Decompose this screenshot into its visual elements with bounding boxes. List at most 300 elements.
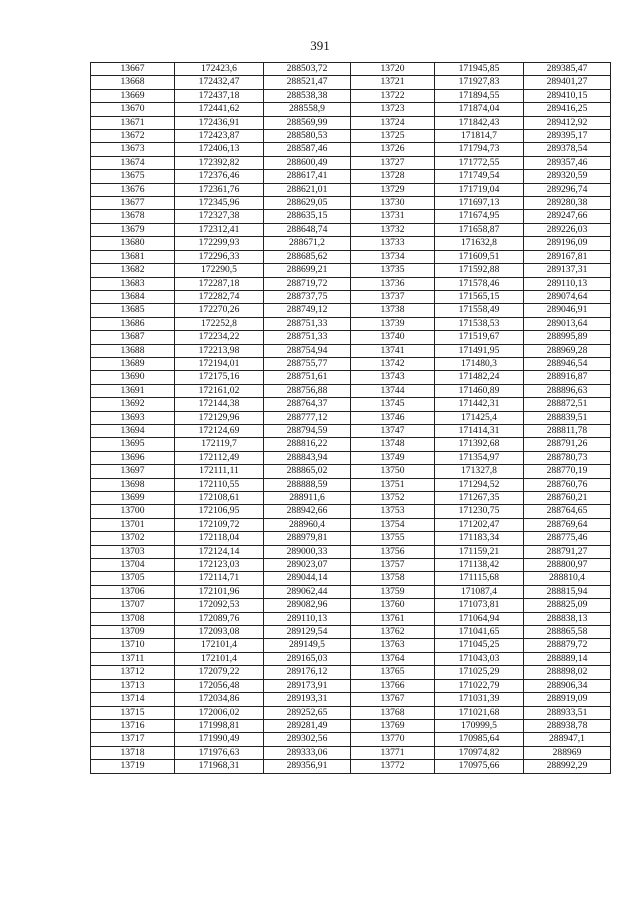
- y-coord-right: 288947,1: [524, 733, 611, 746]
- x-coord-left: 172124,14: [175, 545, 264, 558]
- y-coord-left: 289356,91: [264, 760, 351, 773]
- table-row: [91, 492, 611, 505]
- point-id-left: 13712: [91, 666, 175, 679]
- x-coord-right: 171674,95: [435, 210, 524, 223]
- y-coord-right: 288775,46: [524, 532, 611, 545]
- y-coord-right: 289046,91: [524, 304, 611, 317]
- x-coord-right: 171519,67: [435, 331, 524, 344]
- y-coord-right: 288811,78: [524, 424, 611, 437]
- x-coord-left: 172114,71: [175, 572, 264, 585]
- y-coord-right: 288879,72: [524, 639, 611, 652]
- y-coord-left: 288538,38: [264, 89, 351, 102]
- x-coord-left: 172436,91: [175, 116, 264, 129]
- y-coord-right: 289378,54: [524, 143, 611, 156]
- point-id-left: 13705: [91, 572, 175, 585]
- point-id-left: 13690: [91, 371, 175, 384]
- x-coord-left: 172213,98: [175, 344, 264, 357]
- x-coord-right: 171558,49: [435, 304, 524, 317]
- point-id-right: 13730: [351, 197, 435, 210]
- x-coord-left: 172109,72: [175, 518, 264, 531]
- x-coord-right: 171894,55: [435, 89, 524, 102]
- y-coord-right: 289110,13: [524, 277, 611, 290]
- x-coord-right: 170985,64: [435, 733, 524, 746]
- point-id-right: 13734: [351, 250, 435, 263]
- point-id-left: 13671: [91, 116, 175, 129]
- point-id-left: 13706: [91, 585, 175, 598]
- table-row: [91, 545, 611, 558]
- x-coord-left: 172345,96: [175, 197, 264, 210]
- y-coord-right: 288969: [524, 746, 611, 759]
- table-row: [91, 424, 611, 437]
- table-row: [91, 626, 611, 639]
- x-coord-right: 171842,43: [435, 116, 524, 129]
- y-coord-left: 289110,13: [264, 612, 351, 625]
- point-id-left: 13668: [91, 76, 175, 89]
- x-coord-left: 172129,96: [175, 411, 264, 424]
- table-row: [91, 679, 611, 692]
- point-id-left: 13692: [91, 398, 175, 411]
- x-coord-right: 171814,7: [435, 130, 524, 143]
- y-coord-right: 288791,27: [524, 545, 611, 558]
- y-coord-left: 288587,46: [264, 143, 351, 156]
- y-coord-left: 289173,91: [264, 679, 351, 692]
- y-coord-right: 289296,74: [524, 183, 611, 196]
- y-coord-right: 289167,81: [524, 250, 611, 263]
- point-id-right: 13722: [351, 89, 435, 102]
- y-coord-left: 288737,75: [264, 290, 351, 303]
- y-coord-right: 288969,28: [524, 344, 611, 357]
- point-id-right: 13768: [351, 706, 435, 719]
- y-coord-right: 288889,14: [524, 652, 611, 665]
- x-coord-right: 171021,68: [435, 706, 524, 719]
- x-coord-right: 171482,24: [435, 371, 524, 384]
- point-id-right: 13725: [351, 130, 435, 143]
- point-id-left: 13699: [91, 492, 175, 505]
- x-coord-left: 172282,74: [175, 290, 264, 303]
- x-coord-left: 172144,38: [175, 398, 264, 411]
- y-coord-left: 288685,62: [264, 250, 351, 263]
- point-id-left: 13713: [91, 679, 175, 692]
- point-id-right: 13758: [351, 572, 435, 585]
- table-row: [91, 130, 611, 143]
- table-row: [91, 719, 611, 732]
- point-id-right: 13727: [351, 156, 435, 169]
- point-id-left: 13709: [91, 626, 175, 639]
- point-id-right: 13729: [351, 183, 435, 196]
- x-coord-right: 171565,15: [435, 290, 524, 303]
- y-coord-right: 289357,46: [524, 156, 611, 169]
- y-coord-left: 288671,2: [264, 237, 351, 250]
- point-id-right: 13726: [351, 143, 435, 156]
- point-id-right: 13739: [351, 317, 435, 330]
- point-id-left: 13675: [91, 170, 175, 183]
- x-coord-right: 171632,8: [435, 237, 524, 250]
- point-id-left: 13672: [91, 130, 175, 143]
- point-id-left: 13695: [91, 438, 175, 451]
- table-row: [91, 63, 611, 76]
- point-id-left: 13667: [91, 63, 175, 76]
- x-coord-right: 171073,81: [435, 599, 524, 612]
- point-id-left: 13715: [91, 706, 175, 719]
- x-coord-left: 172312,41: [175, 223, 264, 236]
- table-row: [91, 197, 611, 210]
- y-coord-left: 288580,53: [264, 130, 351, 143]
- y-coord-right: 289137,31: [524, 264, 611, 277]
- y-coord-left: 288816,22: [264, 438, 351, 451]
- point-id-right: 13771: [351, 746, 435, 759]
- y-coord-left: 288699,21: [264, 264, 351, 277]
- x-coord-left: 172110,55: [175, 478, 264, 491]
- y-coord-left: 288911,6: [264, 492, 351, 505]
- x-coord-left: 172441,62: [175, 103, 264, 116]
- table-row: [91, 250, 611, 263]
- table-row: [91, 317, 611, 330]
- x-coord-right: 171538,53: [435, 317, 524, 330]
- table-row: [91, 331, 611, 344]
- table-row: [91, 237, 611, 250]
- x-coord-left: 172296,33: [175, 250, 264, 263]
- point-id-right: 13761: [351, 612, 435, 625]
- table-row: [91, 760, 611, 773]
- y-coord-right: 289395,17: [524, 130, 611, 143]
- y-coord-left: 288503,72: [264, 63, 351, 76]
- point-id-left: 13697: [91, 465, 175, 478]
- y-coord-right: 289320,59: [524, 170, 611, 183]
- x-coord-left: 171968,31: [175, 760, 264, 773]
- y-coord-right: 288764,65: [524, 505, 611, 518]
- table-row: [91, 505, 611, 518]
- y-coord-right: 288815,94: [524, 585, 611, 598]
- point-id-right: 13742: [351, 357, 435, 370]
- y-coord-right: 288810,4: [524, 572, 611, 585]
- y-coord-right: 288769,64: [524, 518, 611, 531]
- y-coord-left: 288635,15: [264, 210, 351, 223]
- x-coord-left: 171990,49: [175, 733, 264, 746]
- point-id-right: 13741: [351, 344, 435, 357]
- point-id-left: 13694: [91, 424, 175, 437]
- x-coord-right: 171578,46: [435, 277, 524, 290]
- x-coord-right: 171159,21: [435, 545, 524, 558]
- x-coord-right: 171267,35: [435, 492, 524, 505]
- x-coord-right: 171480,3: [435, 357, 524, 370]
- point-id-left: 13688: [91, 344, 175, 357]
- table-row: [91, 666, 611, 679]
- table-row: [91, 210, 611, 223]
- point-id-left: 13707: [91, 599, 175, 612]
- y-coord-right: 288919,09: [524, 693, 611, 706]
- y-coord-left: 288960,4: [264, 518, 351, 531]
- point-id-right: 13737: [351, 290, 435, 303]
- table-row: [91, 277, 611, 290]
- table-row: [91, 599, 611, 612]
- y-coord-right: 289226,03: [524, 223, 611, 236]
- point-id-left: 13674: [91, 156, 175, 169]
- x-coord-right: 171230,75: [435, 505, 524, 518]
- y-coord-right: 288825,09: [524, 599, 611, 612]
- point-id-left: 13719: [91, 760, 175, 773]
- table-row: [91, 371, 611, 384]
- x-coord-left: 172327,38: [175, 210, 264, 223]
- table-row: [91, 76, 611, 89]
- x-coord-right: 171025,29: [435, 666, 524, 679]
- y-coord-right: 289280,38: [524, 197, 611, 210]
- point-id-left: 13693: [91, 411, 175, 424]
- point-id-right: 13733: [351, 237, 435, 250]
- y-coord-left: 289302,56: [264, 733, 351, 746]
- y-coord-left: 288600,49: [264, 156, 351, 169]
- y-coord-left: 289023,07: [264, 559, 351, 572]
- x-coord-right: 171327,8: [435, 465, 524, 478]
- x-coord-left: 172093,08: [175, 626, 264, 639]
- table-row: [91, 156, 611, 169]
- y-coord-left: 288751,33: [264, 331, 351, 344]
- y-coord-right: 288865,58: [524, 626, 611, 639]
- table-row: [91, 478, 611, 491]
- point-id-right: 13767: [351, 693, 435, 706]
- x-coord-left: 172006,02: [175, 706, 264, 719]
- x-coord-right: 171609,51: [435, 250, 524, 263]
- point-id-right: 13756: [351, 545, 435, 558]
- y-coord-right: 288898,02: [524, 666, 611, 679]
- point-id-left: 13718: [91, 746, 175, 759]
- y-coord-right: 288992,29: [524, 760, 611, 773]
- point-id-right: 13752: [351, 492, 435, 505]
- y-coord-left: 288648,74: [264, 223, 351, 236]
- table-row: [91, 438, 611, 451]
- y-coord-left: 289333,06: [264, 746, 351, 759]
- table-row: [91, 639, 611, 652]
- x-coord-right: 171749,54: [435, 170, 524, 183]
- point-id-right: 13743: [351, 371, 435, 384]
- x-coord-left: 172101,4: [175, 639, 264, 652]
- table-row: [91, 572, 611, 585]
- y-coord-right: 288770,19: [524, 465, 611, 478]
- y-coord-left: 289193,31: [264, 693, 351, 706]
- x-coord-right: 171794,73: [435, 143, 524, 156]
- y-coord-right: 288906,34: [524, 679, 611, 692]
- y-coord-right: 288916,87: [524, 371, 611, 384]
- x-coord-left: 172123,03: [175, 559, 264, 572]
- x-coord-left: 172252,8: [175, 317, 264, 330]
- x-coord-left: 172112,49: [175, 451, 264, 464]
- y-coord-right: 289074,64: [524, 290, 611, 303]
- point-id-left: 13669: [91, 89, 175, 102]
- y-coord-left: 288621,01: [264, 183, 351, 196]
- point-id-left: 13696: [91, 451, 175, 464]
- table-row: [91, 693, 611, 706]
- y-coord-left: 288794,59: [264, 424, 351, 437]
- x-coord-left: 172423,87: [175, 130, 264, 143]
- coordinates-table: [90, 62, 611, 774]
- x-coord-left: 172119,7: [175, 438, 264, 451]
- table-row: [91, 290, 611, 303]
- x-coord-left: 172270,26: [175, 304, 264, 317]
- y-coord-left: 288754,94: [264, 344, 351, 357]
- point-id-left: 13684: [91, 290, 175, 303]
- x-coord-right: 171945,85: [435, 63, 524, 76]
- x-coord-right: 170975,66: [435, 760, 524, 773]
- y-coord-left: 288751,33: [264, 317, 351, 330]
- point-id-right: 13762: [351, 626, 435, 639]
- y-coord-left: 288751,61: [264, 371, 351, 384]
- point-id-right: 13772: [351, 760, 435, 773]
- point-id-right: 13751: [351, 478, 435, 491]
- x-coord-left: 171976,63: [175, 746, 264, 759]
- table-row: [91, 264, 611, 277]
- table-row: [91, 612, 611, 625]
- x-coord-right: 171043,03: [435, 652, 524, 665]
- y-coord-right: 288760,21: [524, 492, 611, 505]
- x-coord-right: 171045,25: [435, 639, 524, 652]
- point-id-left: 13689: [91, 357, 175, 370]
- x-coord-right: 171031,39: [435, 693, 524, 706]
- x-coord-right: 170974,82: [435, 746, 524, 759]
- y-coord-left: 288756,88: [264, 384, 351, 397]
- point-id-right: 13766: [351, 679, 435, 692]
- y-coord-left: 288764,37: [264, 398, 351, 411]
- x-coord-left: 172175,16: [175, 371, 264, 384]
- table-row: [91, 344, 611, 357]
- x-coord-left: 172194,01: [175, 357, 264, 370]
- x-coord-right: 171041,65: [435, 626, 524, 639]
- y-coord-right: 288760,76: [524, 478, 611, 491]
- y-coord-right: 289412,92: [524, 116, 611, 129]
- x-coord-left: 172361,76: [175, 183, 264, 196]
- point-id-right: 13747: [351, 424, 435, 437]
- point-id-right: 13723: [351, 103, 435, 116]
- x-coord-left: 172432,47: [175, 76, 264, 89]
- x-coord-left: 172101,4: [175, 652, 264, 665]
- x-coord-left: 172161,02: [175, 384, 264, 397]
- y-coord-left: 288569,99: [264, 116, 351, 129]
- y-coord-right: 289196,09: [524, 237, 611, 250]
- y-coord-left: 289129,54: [264, 626, 351, 639]
- table-row: [91, 143, 611, 156]
- y-coord-left: 288617,41: [264, 170, 351, 183]
- point-id-right: 13744: [351, 384, 435, 397]
- y-coord-left: 289062,44: [264, 585, 351, 598]
- point-id-left: 13677: [91, 197, 175, 210]
- y-coord-right: 289410,15: [524, 89, 611, 102]
- y-coord-right: 288946,54: [524, 357, 611, 370]
- table-row: [91, 357, 611, 370]
- point-id-left: 13682: [91, 264, 175, 277]
- x-coord-right: 171138,42: [435, 559, 524, 572]
- y-coord-left: 288629,05: [264, 197, 351, 210]
- point-id-right: 13721: [351, 76, 435, 89]
- y-coord-right: 288872,51: [524, 398, 611, 411]
- y-coord-left: 289149,5: [264, 639, 351, 652]
- table-row: [91, 706, 611, 719]
- x-coord-right: 171022,79: [435, 679, 524, 692]
- x-coord-right: 171719,04: [435, 183, 524, 196]
- point-id-left: 13698: [91, 478, 175, 491]
- point-id-left: 13711: [91, 652, 175, 665]
- table-row: [91, 532, 611, 545]
- point-id-left: 13686: [91, 317, 175, 330]
- x-coord-left: 172376,46: [175, 170, 264, 183]
- x-coord-left: 171998,81: [175, 719, 264, 732]
- y-coord-left: 289176,12: [264, 666, 351, 679]
- x-coord-left: 172111,11: [175, 465, 264, 478]
- y-coord-left: 289000,33: [264, 545, 351, 558]
- point-id-right: 13746: [351, 411, 435, 424]
- y-coord-left: 288719,72: [264, 277, 351, 290]
- table-row: [91, 518, 611, 531]
- y-coord-right: 289385,47: [524, 63, 611, 76]
- y-coord-left: 289044,14: [264, 572, 351, 585]
- point-id-right: 13757: [351, 559, 435, 572]
- table-row: [91, 223, 611, 236]
- point-id-left: 13717: [91, 733, 175, 746]
- x-coord-left: 172290,5: [175, 264, 264, 277]
- y-coord-left: 289252,65: [264, 706, 351, 719]
- table-row: [91, 465, 611, 478]
- point-id-right: 13760: [351, 599, 435, 612]
- y-coord-right: 288938,78: [524, 719, 611, 732]
- point-id-left: 13683: [91, 277, 175, 290]
- y-coord-left: 288888,59: [264, 478, 351, 491]
- point-id-left: 13676: [91, 183, 175, 196]
- point-id-left: 13691: [91, 384, 175, 397]
- x-coord-left: 172437,18: [175, 89, 264, 102]
- x-coord-right: 171392,68: [435, 438, 524, 451]
- x-coord-left: 172392,82: [175, 156, 264, 169]
- point-id-right: 13720: [351, 63, 435, 76]
- point-id-left: 13680: [91, 237, 175, 250]
- y-coord-right: 288838,13: [524, 612, 611, 625]
- y-coord-right: 288933,51: [524, 706, 611, 719]
- x-coord-right: 171697,13: [435, 197, 524, 210]
- y-coord-right: 289401,27: [524, 76, 611, 89]
- y-coord-left: 289281,49: [264, 719, 351, 732]
- point-id-right: 13753: [351, 505, 435, 518]
- x-coord-left: 172108,61: [175, 492, 264, 505]
- point-id-right: 13749: [351, 451, 435, 464]
- point-id-right: 13745: [351, 398, 435, 411]
- point-id-left: 13681: [91, 250, 175, 263]
- point-id-right: 13731: [351, 210, 435, 223]
- y-coord-right: 289247,66: [524, 210, 611, 223]
- x-coord-right: 171592,88: [435, 264, 524, 277]
- point-id-right: 13770: [351, 733, 435, 746]
- point-id-right: 13735: [351, 264, 435, 277]
- y-coord-right: 288780,73: [524, 451, 611, 464]
- table-row: [91, 116, 611, 129]
- point-id-left: 13687: [91, 331, 175, 344]
- point-id-right: 13728: [351, 170, 435, 183]
- point-id-left: 13703: [91, 545, 175, 558]
- x-coord-right: 171414,31: [435, 424, 524, 437]
- x-coord-left: 172079,22: [175, 666, 264, 679]
- table-row: [91, 170, 611, 183]
- x-coord-right: 171658,87: [435, 223, 524, 236]
- y-coord-right: 289013,64: [524, 317, 611, 330]
- x-coord-left: 172034,86: [175, 693, 264, 706]
- x-coord-right: 171202,47: [435, 518, 524, 531]
- table-row: [91, 559, 611, 572]
- point-id-left: 13670: [91, 103, 175, 116]
- y-coord-right: 288800,97: [524, 559, 611, 572]
- coordinates-table-body: [91, 63, 611, 774]
- x-coord-right: 171354,97: [435, 451, 524, 464]
- point-id-right: 13748: [351, 438, 435, 451]
- point-id-right: 13738: [351, 304, 435, 317]
- point-id-left: 13702: [91, 532, 175, 545]
- x-coord-left: 172124,69: [175, 424, 264, 437]
- y-coord-left: 289082,96: [264, 599, 351, 612]
- table-row: [91, 652, 611, 665]
